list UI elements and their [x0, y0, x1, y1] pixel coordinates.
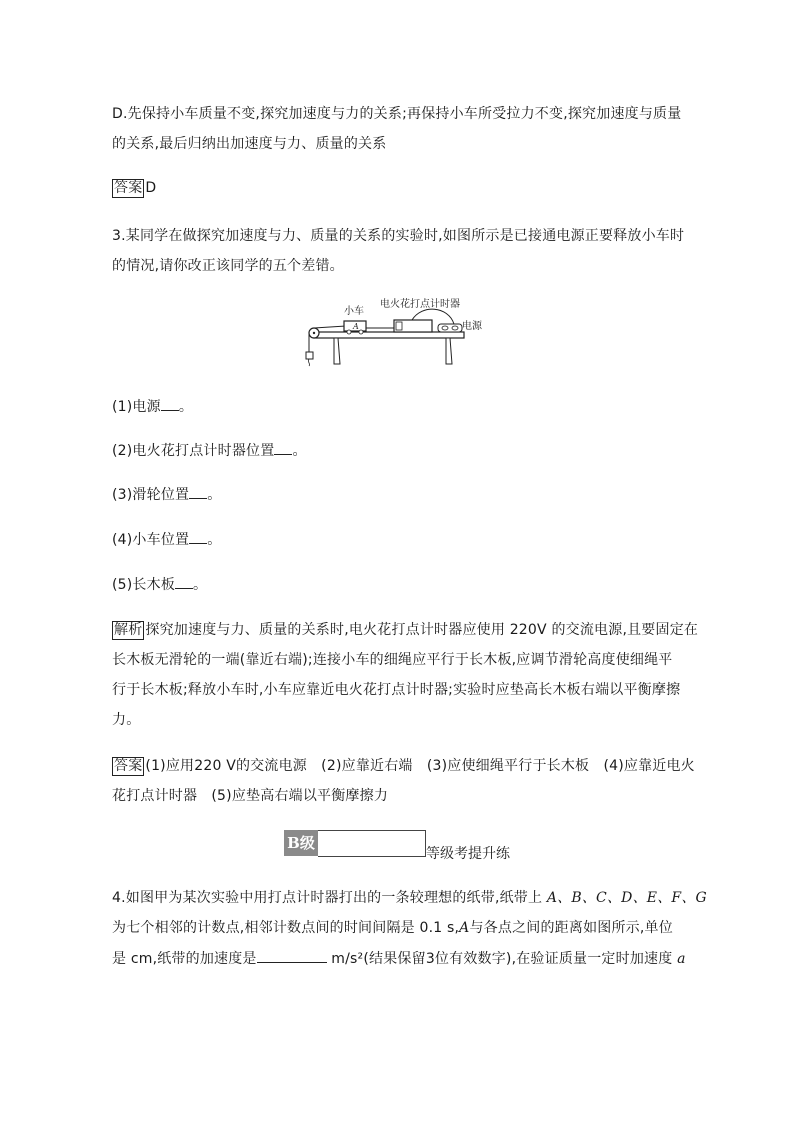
- table-leg-left: [334, 338, 340, 364]
- q4-line1: 4.如图甲为某次实验中用打点计时器打出的一条较理想的纸带,纸带上 A、B、C、D、E、F、G: [112, 890, 707, 906]
- q3-item-4: (4)小车位置 。: [112, 529, 221, 550]
- long-board: [314, 332, 464, 338]
- q2-option-d-line2: 的关系,最后归纳出加速度与力、质量的关系: [112, 136, 387, 152]
- level-frame: [318, 830, 426, 857]
- answer-value: D: [145, 180, 157, 196]
- car-letter: A: [353, 322, 359, 331]
- label-power: 电源: [462, 321, 482, 332]
- level-header: [284, 830, 544, 860]
- q2-answer: [112, 178, 156, 198]
- q3-stem-line2: 的情况,请你改正该同学的五个差错。: [112, 258, 344, 274]
- q3-item-3: (3)滑轮位置 。: [112, 484, 221, 505]
- q3-analysis-line2: 长木板无滑轮的一端(靠近右端);连接小车的细绳应平行于长木板,应调节滑轮高度使细绳平: [112, 652, 673, 668]
- answer-blank: [189, 484, 207, 499]
- level-badge: B级: [284, 830, 318, 856]
- q3-answer-line2: 花打点计时器 (5)应垫高右端以平衡摩擦力: [112, 788, 389, 804]
- answer-blank: [161, 396, 179, 411]
- q3-item-1: (1)电源 。: [112, 396, 193, 417]
- answer-tag: 答案: [114, 758, 143, 774]
- q3-stem-line1: 3.某同学在做探究加速度与力、质量的关系的实验时,如图所示是已接通电源正要释放小车时: [112, 228, 685, 244]
- answer-blank: [257, 948, 327, 963]
- q4-line3: 是 cm,纸带的加速度是 m/s²(结果保留3位有效数字),在验证质量一定时加速度 a: [112, 948, 686, 969]
- q3-analysis-line3: 行于长木板;释放小车时,小车应靠近电火花打点计时器;实验时应垫高长木板右端以平衡摩擦: [112, 682, 681, 698]
- q3-answer-line1: 答案 (1)应用220 V的交流电源 (2)应靠近右端 (3)应使细绳平行于长木板 (4)应靠近电火: [114, 758, 695, 774]
- q2-option-d-line1: D.先保持小车质量不变,探究加速度与力的关系;再保持小车所受拉力不变,探究加速度与质量: [112, 106, 682, 122]
- answer-blank: [189, 529, 207, 544]
- apparatus-diagram: [300, 298, 500, 370]
- q3-analysis-line4: 力。: [112, 712, 141, 728]
- answer-tag: 答案: [114, 180, 143, 196]
- point-labels: A、B、C、D、E、F、G: [546, 890, 707, 906]
- table-leg-right: [446, 338, 452, 364]
- q4-line2: 为七个相邻的计数点,相邻计数点间的时间间隔是 0.1 s,A与各点之间的距离如图所示,单位: [112, 920, 673, 936]
- answer-blank: [175, 574, 193, 589]
- q3-item-2: (2)电火花打点计时器位置 。: [112, 440, 307, 461]
- q3-item-5: (5)长木板 。: [112, 574, 207, 595]
- string: [314, 326, 346, 328]
- label-car: 小车: [344, 306, 364, 317]
- analysis-tag: 解析: [114, 622, 143, 638]
- level-title: 等级考提升练: [426, 846, 510, 862]
- q3-analysis-line1: 解析 探究加速度与力、质量的关系时,电火花打点计时器应使用 220V 的交流电源,且要固定在: [114, 622, 699, 638]
- label-timer: 电火花打点计时器: [380, 299, 460, 310]
- answer-blank: [274, 440, 292, 455]
- hanging-weight: [306, 352, 313, 359]
